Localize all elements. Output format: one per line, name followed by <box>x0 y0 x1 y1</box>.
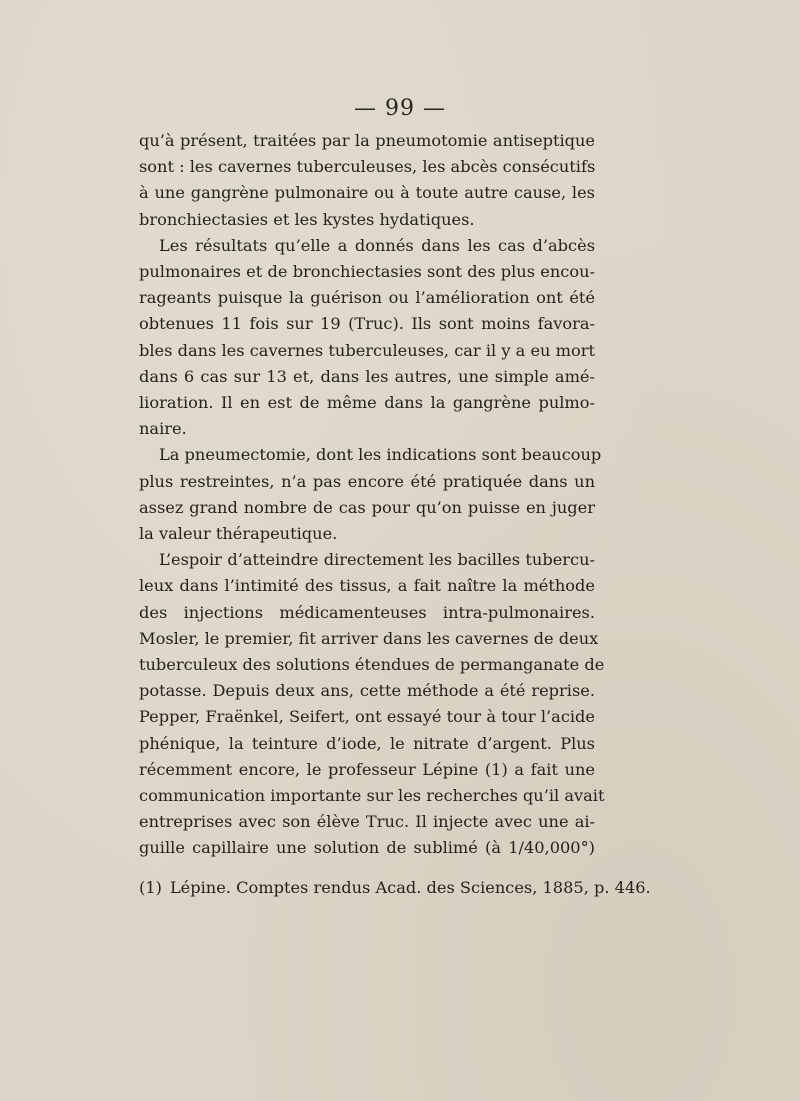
text-line: L’espoir d’atteindre directement les bacilles tubercu- <box>159 550 595 570</box>
text-line: tuberculeux des solutions étendues de permanganate de <box>139 655 605 675</box>
text-line: entreprises avec son élève Truc. Il injecte avec une ai- <box>139 812 595 832</box>
text-line: assez grand nombre de cas pour qu’on puisse en juger <box>139 497 595 517</box>
text-line: rageants puisque la guérison ou l’amélioration ont été <box>139 288 595 308</box>
text-line: guille capillaire une solution de sublimé (à 1/40,000°) <box>139 838 595 858</box>
text-line: Les résultats qu’elle a donnés dans les cas d’abcès <box>159 235 595 255</box>
text-line: Pepper, Fraënkel, Seifert, ont essayé tour à tour l’acide <box>139 707 595 727</box>
footnote-mark: (1) <box>139 878 162 897</box>
text-line: phénique, la teinture d’iode, le nitrate d’argent. Plus <box>139 733 595 753</box>
text-line: bles dans les cavernes tuberculeuses, car il y a eu mort <box>139 340 595 360</box>
text-line: des injections médicamenteuses intra-pulmonaires. <box>139 602 595 622</box>
text-line: potasse. Depuis deux ans, cette méthode a été reprise. <box>139 681 595 701</box>
page-number: — 99 — <box>354 96 446 121</box>
text-line: bronchiectasies et les kystes hydatiques. <box>139 209 475 229</box>
text-line: qu’à présent, traitées par la pneumotomie antiseptique <box>139 131 595 150</box>
text-line: sont : les cavernes tuberculeuses, les abcès consécutifs <box>139 157 596 177</box>
text-line: plus restreintes, n’a pas encore été pratiquée dans un <box>139 471 595 491</box>
text-line: La pneumectomie, dont les indications sont beaucoup <box>159 445 602 465</box>
text-line: à une gangrène pulmonaire ou à toute autre cause, les <box>139 183 595 203</box>
text-line: récemment encore, le professeur Lépine (1) a fait une <box>139 759 595 779</box>
text-line: Mosler, le premier, fit arriver dans les cavernes de deux <box>139 628 599 648</box>
text-line: leux dans l’intimité des tissus, a fait naître la méthode <box>139 576 595 596</box>
text-line: naire. <box>139 419 187 439</box>
body-text <box>139 128 605 862</box>
footnote-text: Lépine. Comptes rendus Acad. des Sciences, 1885, p. 446. <box>169 878 651 897</box>
text-line: obtenues 11 fois sur 19 (Truc). Ils sont moins favora- <box>139 314 595 334</box>
text-line: lioration. Il en est de même dans la gangrène pulmo- <box>139 393 595 413</box>
text-line: communication importante sur les recherches qu’il avait <box>139 786 605 806</box>
text-line: pulmonaires et de bronchiectasies sont des plus encou- <box>139 262 595 282</box>
text-line: dans 6 cas sur 13 et, dans les autres, une simple amé- <box>139 366 595 386</box>
text-line: la valeur thérapeutique. <box>139 524 338 544</box>
footnote <box>139 878 651 897</box>
